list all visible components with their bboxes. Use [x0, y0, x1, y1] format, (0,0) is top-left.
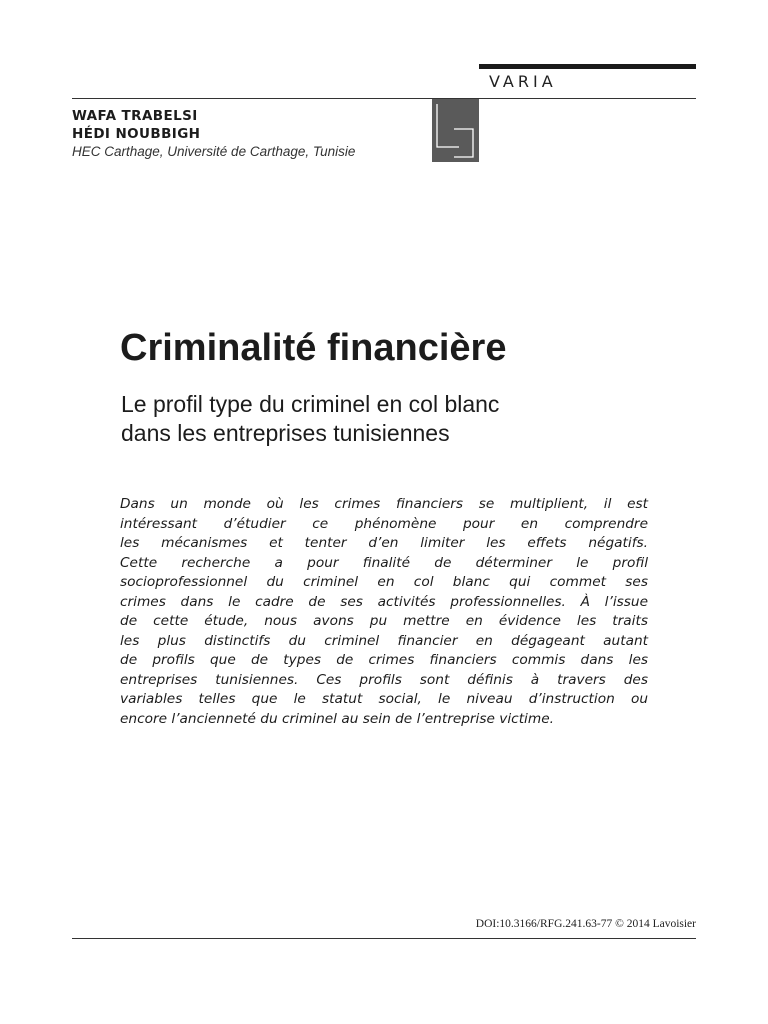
- author-name: HÉDI NOUBBIGH: [72, 126, 201, 142]
- abstract-line: Cette recherche a pour finalité de déterminer le profil: [120, 554, 648, 571]
- abstract-line: intéressant d’étudier ce phénomène pour en comprendre: [120, 515, 648, 532]
- journal-logo-icon: [432, 99, 479, 162]
- abstract-line: socioprofessionnel du criminel en col blanc qui commet ses: [120, 574, 648, 590]
- abstract-line: encore l’ancienneté du criminel au sein de l’entreprise victime.: [120, 710, 554, 727]
- abstract-line: Dans un monde où les crimes financiers se multiplient, il est: [120, 496, 648, 512]
- header-rule: [72, 98, 696, 99]
- abstract-line: entreprises tunisiennes. Ces profils sont définis à travers des: [120, 671, 648, 688]
- author-affiliation: HEC Carthage, Université de Carthage, Tunisie: [72, 144, 356, 159]
- subtitle-line: dans les entreprises tunisiennes: [121, 420, 450, 446]
- abstract: [120, 495, 648, 729]
- author-name: WAFA TRABELSI: [72, 108, 198, 124]
- footer-rule: [72, 938, 696, 939]
- abstract-line: de profils que de types de crimes financiers commis dans les: [120, 652, 648, 668]
- section-label: VARIA: [489, 72, 557, 91]
- section-rule-thick: [479, 64, 696, 69]
- abstract-line: crimes dans le cadre de ses activités professionnelles. À l’issue: [120, 593, 648, 610]
- abstract-line: variables telles que le statut social, le niveau d’instruction ou: [120, 691, 648, 707]
- author-block: [72, 107, 355, 161]
- subtitle-line: Le profil type du criminel en col blanc: [121, 391, 500, 417]
- abstract-line: les plus distinctifs du criminel financier en dégageant autant: [120, 632, 648, 649]
- article-subtitle: [121, 390, 681, 448]
- abstract-line: de cette étude, nous avons pu mettre en évidence les traits: [120, 613, 648, 629]
- article-title: Criminalité financière: [120, 327, 507, 369]
- doi-line: DOI:10.3166/RFG.241.63-77 © 2014 Lavoisier: [475, 918, 696, 930]
- abstract-line: les mécanismes et tenter d’en limiter les effets négatifs.: [120, 535, 648, 551]
